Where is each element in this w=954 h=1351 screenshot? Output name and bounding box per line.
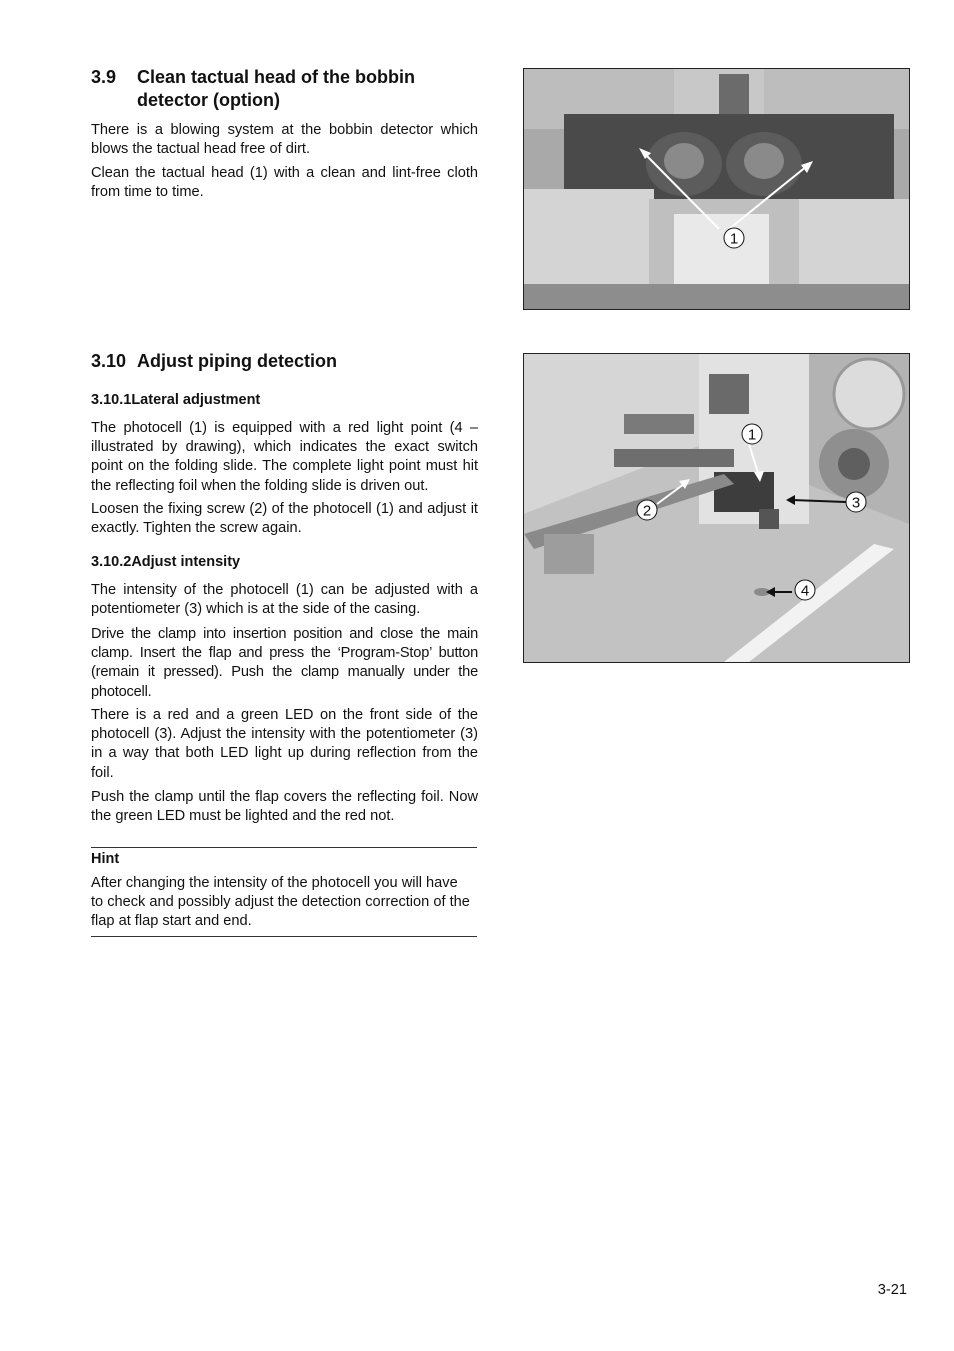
section-number: 3.9 [91,67,117,87]
section-3-9-heading [91,66,415,112]
paragraph: There is a blowing system at the bobbin detector which blows the tactual head free of dirt. [91,122,478,158]
hint-text: After changing the intensity of the photocell you will have to check and possibly adjust the detection correction of the flap at flap start and end. [91,875,470,930]
figure-callout-1: 1 [729,230,739,248]
paragraph: The intensity of the photocell (1) can be adjusted with a potentiometer (3) which is at the side of the casing. [91,582,478,618]
section-title-line2: detector (option) [137,90,280,110]
page-number: 3-21 [877,1282,907,1298]
figure-callout-3: 3 [851,494,861,512]
piping-detection-photo [523,353,910,663]
subsection-heading [91,553,240,572]
paragraph: Push the clamp until the flap covers the reflecting foil. Now the green LED must be lighted and the red not. [91,789,478,825]
section-title-line1: Clean tactual head of the bobbin [137,67,416,87]
paragraph: There is a red and a green LED on the front side of the photocell (3). Adjust the intensity with the potentiometer (3) in a way that both LED light up during reflection from the foil. [91,707,478,781]
subsection-number: 3.10.1 [91,392,132,408]
subsection-title: Lateral adjustment [131,392,261,408]
figure-callout-1: 1 [747,426,757,444]
hint-title: Hint [91,851,120,867]
section-title: Adjust piping detection [137,351,337,371]
hint-bottom-rule [91,936,477,937]
figure-callout-2: 2 [642,502,652,520]
paragraph: Clean the tactual head (1) with a clean and lint-free cloth from time to time. [91,165,478,201]
hint-top-rule [91,847,477,848]
figure-callout-4: 4 [800,582,810,600]
subsection-title: Adjust intensity [131,554,241,570]
section-number: 3.10 [91,351,127,371]
paragraph: The photocell (1) is equipped with a red light point (4 – illustrated by drawing), which indicates the exact switch point on the folding slide. The complete light point must hit the reflecting foil when the folding slide is driven out. [91,420,478,494]
paragraph: Drive the clamp into insertion position and close the main clamp. Insert the flap and press the ‘Program-Stop’ button (remain it pressed). Push the clamp manually under the photocell. [91,626,478,700]
subsection-number: 3.10.2 [91,554,132,570]
subsection-heading [91,391,260,410]
paragraph: Loosen the fixing screw (2) of the photocell (1) and adjust it exactly. Tighten the screw again. [91,501,478,537]
bobbin-detector-photo [523,68,910,310]
section-3-10-heading [91,350,337,373]
